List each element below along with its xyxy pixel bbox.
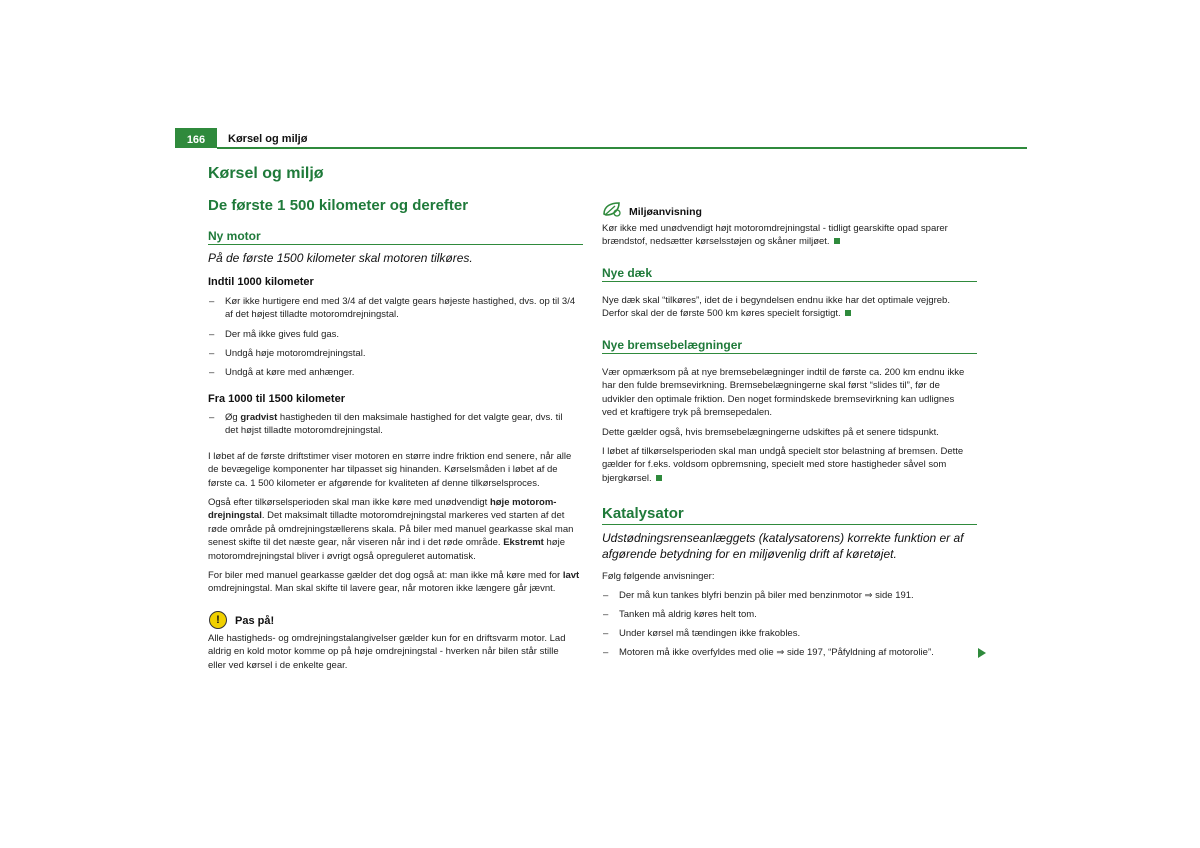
section-title: De første 1 500 kilometer og derefter xyxy=(208,197,469,214)
paragraph-friktion xyxy=(208,450,588,490)
heading-ny-motor: Ny motor xyxy=(208,229,583,245)
subheading-indtil-1000: Indtil 1000 kilometer xyxy=(208,276,314,288)
paragraph-line: I løbet af de første driftstimer viser motoren en større indre friktion end senere, når alle xyxy=(208,451,572,462)
paragraph-line: aldrig en kold motor komme op på høje omdrejningstal - hverken når bilen står stille xyxy=(208,646,559,658)
list-item: – Kør ikke hurtigere end med 3/4 af det valgte gears højeste hastighed, dvs. op til 3/4 af det højest tilladte motoromdrejningstal. xyxy=(225,295,585,322)
heading-nye-bremsebelaegninger: Nye bremsebelægninger xyxy=(602,338,977,354)
subheading-fra-1000: Fra 1000 til 1500 kilometer xyxy=(208,393,345,405)
warning-text xyxy=(208,632,588,672)
warning-exclamation-icon: ! xyxy=(209,611,227,629)
paragraph-line: udvikler den optimale friktion. Den noget formindskede bremsevirkning kan udlignes xyxy=(602,393,955,405)
paragraph-line: røde område på omdrejningstællerens skala. På biler med manuel gearkasse skal man xyxy=(208,523,574,535)
paragraph-line: Alle hastigheds- og omdrejningstalangivelser gælder kun for en driftsvarm motor. Lad xyxy=(208,633,566,644)
catalyst-follow: Følg følgende anvisninger: xyxy=(602,571,715,582)
bold-text: drejningstal xyxy=(208,510,262,522)
heading-nye-daek: Nye dæk xyxy=(602,266,977,282)
list-item-line: af det højest tilladte motoromdrejningstal. xyxy=(225,309,399,321)
intro-text: På de første 1500 kilometer skal motoren tilkøres. xyxy=(208,251,473,265)
chapter-title: Kørsel og miljø xyxy=(208,165,324,182)
environment-title: Miljøanvisning xyxy=(629,206,702,218)
list-item: – Der må ikke gives fuld gas. xyxy=(209,329,340,340)
paragraph-line: I løbet af tilkørselsperioden skal man undgå specielt stor belastning af bremsen. Dette xyxy=(602,446,964,457)
header-rule xyxy=(217,147,1027,149)
paragraph-line: Kør ikke med unødvendigt højt motoromdrejningstal - tidligt gearskifte opad sparer xyxy=(602,223,948,234)
text-run: hastigheden til den maksimale hastighed for det valgte gear, dvs. til xyxy=(277,412,563,423)
paragraph-line: har den fulde bremsevirkning. Bremsebelægningerne skal først “slides til”, før de xyxy=(602,380,940,392)
list-item-line: Motoren må ikke overfyldes med olie ⇒ side 197, “Påfyldning af motorolie”. xyxy=(619,647,934,658)
paragraph-line: afgørende betydning for en miljøvenlig drift af køretøjet. xyxy=(602,547,897,561)
paragraph-line: Derfor skal der de første 500 km køres specielt forsigtigt. xyxy=(602,308,841,320)
heading-katalysator: Katalysator xyxy=(602,505,977,525)
brake-paragraph-2: Dette gælder også, hvis bremsebelægningerne udskiftes på et senere tidspunkt. xyxy=(602,427,939,438)
paragraph-line: omdrejningstal. Man skal skifte til lavere gear, når motoren ikke længere går jævnt. xyxy=(208,583,556,595)
paragraph-line: de bevægelige komponenter har tilpasset sig hinanden. Kørselsmåden i løbet af de xyxy=(208,464,558,476)
running-title: Kørsel og miljø xyxy=(228,133,308,145)
list-item-line: det højst tilladte motoromdrejningstal. xyxy=(225,425,383,437)
list-item-line: Undgå at køre med anhænger. xyxy=(225,367,355,378)
text-run: høje xyxy=(543,537,565,549)
list-item: – Undgå høje motoromdrejningstal. xyxy=(209,348,366,359)
bold-text: Ekstremt xyxy=(503,537,544,549)
list-item-line: Under kørsel må tændingen ikke frakobles. xyxy=(619,628,801,639)
paragraph-omdrejningstal xyxy=(208,496,588,563)
continue-arrow-icon xyxy=(978,648,986,658)
environment-text xyxy=(602,222,982,249)
paragraph-line: gælder for f.eks. voldsom opbremsning, specielt med store hastigheder såvel som xyxy=(602,459,947,471)
end-mark-icon xyxy=(834,238,840,244)
page-number: 166 xyxy=(175,128,217,148)
list-item: – Undgå at køre med anhænger. xyxy=(209,367,355,378)
paragraph-line: ved et kraftigere tryk på bremsepedalen. xyxy=(602,407,773,419)
bold-text: gradvist xyxy=(240,412,278,423)
list-item-line: Der må ikke gives fuld gas. xyxy=(225,329,340,340)
list-item: – Der må kun tankes blyfri benzin på biler med benzinmotor ⇒ side 191. xyxy=(603,590,914,601)
list-item-line: Tanken må aldrig køres helt tom. xyxy=(619,609,757,620)
paragraph-line: Vær opmærksom på at nye bremsebelægninger indtil de første ca. 200 km endnu ikke xyxy=(602,367,965,378)
paragraph-line: Udstødningsrenseanlæggets (katalysatorens) korrekte funktion er af xyxy=(602,531,964,545)
end-mark-icon xyxy=(845,310,851,316)
bold-text: høje motorom- xyxy=(489,497,557,508)
brake-paragraph-1 xyxy=(602,366,982,420)
text-run: Også efter tilkørselsperioden skal man ikke køre med unødvendigt xyxy=(208,497,490,508)
paragraph-line: brændstof, nedsætter kørselsstøjen og skåner miljøet. xyxy=(602,236,830,248)
paragraph-line: Nye dæk skal “tilkøres”, idet de i begyndelsen endnu ikke har det optimale vejgreb. xyxy=(602,295,950,306)
brake-paragraph-3 xyxy=(602,445,982,485)
catalyst-intro xyxy=(602,530,982,562)
text-run: . Det maksimalt tilladte motoromdrejningstal markeres ved starten af det xyxy=(261,510,565,522)
list-item-line: Undgå høje motoromdrejningstal. xyxy=(225,348,366,359)
text-run: Øg xyxy=(225,412,241,423)
list-item: – Under kørsel må tændingen ikke frakobles. xyxy=(603,628,801,639)
paragraph-line: eller ved kørsel i de enkelte gear. xyxy=(208,659,348,671)
warning-title: Pas på! xyxy=(235,615,275,627)
text-run: senest skifte til det næste gear, når viseren når ind i det røde område. xyxy=(208,537,504,549)
bold-text: lavt xyxy=(562,570,580,581)
paragraph-line: bjergkørsel. xyxy=(602,472,652,484)
list-item: – Motoren må ikke overfyldes med olie ⇒ side 197, “Påfyldning af motorolie”. xyxy=(603,647,934,658)
text-run: For biler med manuel gearkasse gælder det dog også at: man ikke må køre med for xyxy=(208,570,563,581)
tire-text xyxy=(602,294,982,321)
end-mark-icon xyxy=(656,475,662,481)
paragraph-line: motoromdrejningstal bliver i øvrigt også opreguleret automatisk. xyxy=(208,550,476,562)
paragraph-manuel-gearkasse xyxy=(208,569,588,596)
environment-leaf-icon xyxy=(601,200,623,218)
paragraph-line: første ca. 1 500 kilometer er afgørende for kvaliteten af denne tilkørselsproces. xyxy=(208,477,540,489)
list-item: – Øg gradvist hastigheden til den maksimale hastighed for det valgte gear, dvs. til det højst tilladte motoromdrejningstal. xyxy=(225,411,585,438)
list-item-line: Der må kun tankes blyfri benzin på biler med benzinmotor ⇒ side 191. xyxy=(619,590,914,601)
list-item-line: Kør ikke hurtigere end med 3/4 af det valgte gears højeste hastighed, dvs. op til 3/4 xyxy=(225,296,576,307)
list-item: – Tanken må aldrig køres helt tom. xyxy=(603,609,757,620)
